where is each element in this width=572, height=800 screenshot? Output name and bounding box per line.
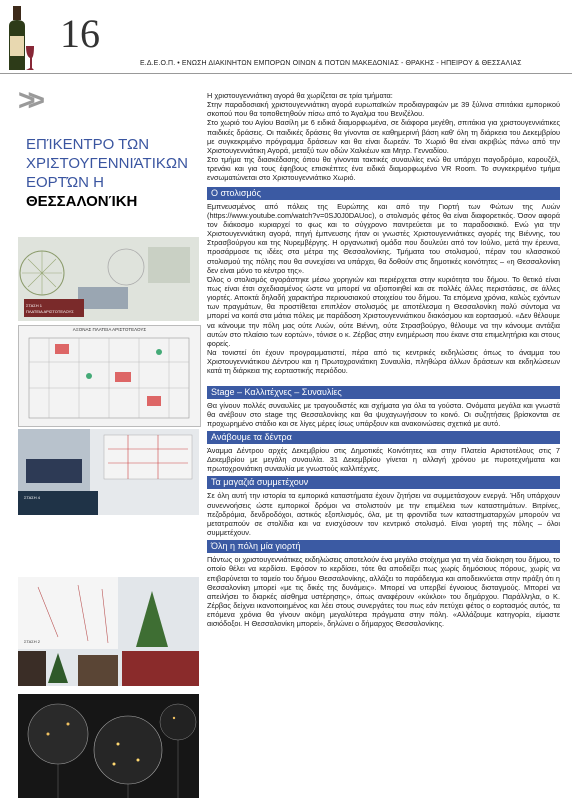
figure-stop-4 xyxy=(18,429,199,515)
figure-plan-caption: ΑΞΟΝΑΣ ΠΛΑΤΕΙΑ ΑΡΙΣΤΟΤΕΛΟΥΣ xyxy=(72,327,147,332)
section-paragraph: Θα γίνουν πολλές συναυλίες με τραγουδιστές και σχήματα για όλα τα γούστα. Ονόματα μεγάλα και γνωστά θα ανέβουν στο stage της Θεσσαλονίκης και θα ψυχαγωγήσουν το κοινό. Οι συζητήσεις βρίσκονται σε προχωρημένο στάδιο και σε λίγες μέρες ίσως υπάρξουν και ανακοινώσεις σχετικά με αυτό. xyxy=(207,400,560,428)
figure-stop-2 xyxy=(18,577,199,686)
intro-paragraph: Η χριστουγεννιάτικη αγορά θα χωρίζεται σε τρία τμήματα: xyxy=(207,91,393,100)
section-heading-city-celebration: Όλη η πόλη μία γιορτή xyxy=(207,540,560,553)
section-heading-trees: Ανάβουμε τα δέντρα xyxy=(207,431,560,444)
section-heading-shops: Τα μαγαζιά συμμετέχουν xyxy=(207,476,560,489)
intro-paragraph: Στην παραδοσιακή χριστουγεννιάτικη αγορά ευρωπαϊκών προδιαγραφών με 39 ξύλινα σπιτάκια εμπορικού σκοπού που θα τοποθετηθούν πίσω από το Άγαλμα του Βενιζέλου. xyxy=(207,100,560,119)
section-paragraph: Πάντως οι χριστουγεννιάτικες εκδηλώσεις αποτελούν ένα μεγάλο στοίχημα για τη νέα διοίκηση του δήμου, το οποίο θέλει να κερδίσει. Εφόσον το κερδίσει, τότε θα αποδείξει πως χωρίς δημόσιους πόρους, χωρίς να επιβαρύνεται το ταμείο του δήμου Θεσσαλονίκης, αλλάζει το παράδειγμα και αποδεικνύεται στην πράξη ότι η Θεσσαλονίκη μπορεί «με τις δικές της δυνάμεις». Μπορεί να υπερβεί έγνοιους δισταγμούς. Μπορεί να απειλήσει το διαρκές αίσθημα υστέρησης», όπως αναφέρουν «κύκλοι» του δημάρχου. Παράλληλα, ο Κ. Ζέρβας δείχνει ικανοποιημένος και λέει στους συνεργάτες του πως εάν πετύχει φέτος ο εορτασμός αυτός, τα επόμενα χρόνια θα γίνουν ακόμη μεγαλύτερα πράγματα στην πόλη. «Αλλάζουμε κατηγορία, είμαστε αισιόδοξοι. Η Θεσσαλονίκη μπορεί», δηλώνει ο δήμαρχος Θεσσαλονίκης. xyxy=(207,555,560,629)
section-paragraph: Να τονιστεί ότι έχουν προγραμματιστεί, πέρα από τις κεντρικές εκδηλώσεις όπως το άναμμα του Χριστουγεννιάτικου Δέντρου και η Πρωτοχρονιάτικη Συναυλία, πληθώρα άλλων δράσεων και εκδηλώσεων κατά τη διάρκεια της εορταστικής περιόδου. xyxy=(207,348,560,376)
header-divider xyxy=(0,73,572,74)
intro-paragraph: Στο χωριό του Αγίου Βασίλη με 6 ειδικά διαμορφωμένα, σε διάφορα μεγέθη, σπιτάκια για χριστουγεννιάτικες παιδικές δράσεις. Οι παιδικές δράσεις θα γίνονται σε καθημερινή βάση καθ' όλη τη διάρκεια του Δεκεμβρίου με συγκεκριμένο πρόγραμμα δράσεων και θα είναι δωρεάν. Το Χωριό θα είναι ακριβώς πάνω από την Χριστουγεννιάτικη Αγορά, μεταξύ των οδών Χαλκέων και Μητρ. Γενναδίου. xyxy=(207,118,560,155)
article-title-part1: ΕΠΊΚΕΝΤΡΟ ΤΩΝ ΧΡΙΣΤΟΥΓΕΝΝΙΆΤΙΚΩΝ ΕΟΡΤΏΝ Η xyxy=(26,136,188,191)
article-title-city: ΘΕΣΣΑΛΟΝΊΚΗ xyxy=(26,193,138,210)
figure-stop-4-caption: ΣΤΑΣΗ 4 xyxy=(24,495,40,500)
article-title xyxy=(26,135,196,211)
figure-stop-1-caption: ΣΤΑΣΗ 1 xyxy=(26,303,42,308)
intro-paragraph: Στο τμήμα της διασκέδασης όπου θα γίνονται τακτικές συναυλίες ενώ θα υπάρχει παγοδρόμιο, καρουζέλ, τρενάκι και για τους έφηβους επισκέπτες ένα ειδικά διαμορφωμένο VR Room. Το συγκεκριμένο τμήμα ενσωματώνεται στο Χριστουγεννιάτικο Χωριό. xyxy=(207,155,560,183)
article-body xyxy=(207,91,560,629)
header-title: Ε.Δ.Ε.Ο.Π. • ΕΝΩΣΗ ΔΙΑΚΙΝΗΤΩΝ ΕΜΠΟΡΩΝ ΟΙΝΩΝ & ΠΟΤΩΝ ΜΑΚΕΔΟΝΙΑΣ - ΘΡΑΚΗΣ - ΗΠΕΙΡΟΥ & ΘΕΣΣΑΛΙΑΣ xyxy=(140,60,522,67)
wine-bottle-logo xyxy=(4,6,34,72)
section-heading-decoration: Ο στολισμός xyxy=(207,187,560,200)
section-heading-stage: Stage – Καλλιτέχνες – Συναυλίες xyxy=(207,386,560,399)
figure-balloons-photo xyxy=(18,694,199,798)
section-paragraph: Άναμμα Δέντρου αρχές Δεκεμβρίου στις Δημοτικές Κοινότητες και στην Πλατεία Αριστοτέλους στις 7 Δεκεμβρίου με μεγάλη συναυλία. 31 Δεκεμβρίου γίνεται η αλλαγή χρόνου με πυροτεχνήματα και πρωτοχρονιάτικη συναυλία με γνωστούς καλλιτέχνες. xyxy=(207,446,560,474)
page-number: 16 xyxy=(60,11,100,56)
figure-stop-1 xyxy=(18,237,199,321)
figure-stop-2-caption: ΣΤΑΣΗ 2 xyxy=(24,639,40,644)
section-paragraph: Όλος ο στολισμός αγοράστηκε μέσω χορηγιών και περιέρχεται στην κυριότητα του δήμου. Το θετικό είναι πως είναι έτσι σχεδιασμένος ώστε να μπορεί να αξιοποιηθεί και σε πολλές άλλες περιστάσεις, σε άλλες γιορτές. Αποκτά δηλαδή χαρακτήρα περιουσιακού στοιχείου του δήμου. Τα επόμενα χρόνια, καλώς εχόντων των πραγμάτων, θα προστίθεται επιπλέον στολισμός με αποτέλεσμα η Θεσσαλονίκη πολύ σύντομα να μπορεί να κοιτά στα μάτια πόλεις με παράδοση Χριστουγεννιάτικου διακόσμου και εορτασμού. «Δεν θέλουμε να κάνουμε την πόλη μας ούτε Λυών, ούτε Βιέννη, ούτε Στρασβούργο, θέλουμε να την κάνουμε αντάξια αυτών στο πλαίσιο των εορτών», τόνισε ο κ. Ζέρβας στην ενημέρωση που έκανε στα επιμελητήρια και στους φορείς. xyxy=(207,274,560,348)
figure-plan-aristotelous xyxy=(18,325,201,427)
section-paragraph: Εμπνευσμένος από πόλεις της Ευρώπης και από την Γιορτή των Φώτων της Λυών (https://www.youtube.com/watch?v=0SJ0J0DAUoc), ο στολισμός φέτος θα είναι διαφορετικός. Όσον αφορά τον διάκοσμο κυριαρχεί το φως και το σύγχρονο παντρεύεται με το παραδοσιακό. Ενώ για την Χριστουγεννιάτικη αγορά, πηγή έμπνευσης ήταν οι γνωστές Χριστουγεννιάτικες αγορές της Βιέννης, του Στρασβούργου και της Νυρεμβέργης. Η οργανωτική ομάδα που δουλεύει από τον Ιούλιο, μετά την έρευνα, προσάρμοσε τις ιδέες στα μέτρα της Θεσσαλονίκης. Τμήματα του στολισμού, πέραν του κλασσικού στολισμού της πόλης που θα συνεχίσει να υπάρχει, θα δοθούν στις δημοτικές κοινότητες – «η Θεσσαλονίκη δεν είναι μόνο το κέντρο της». xyxy=(207,201,560,275)
chevron-decoration-icon: >> xyxy=(18,84,38,117)
section-paragraph: Σε όλη αυτή την ιστορία τα εμπορικά καταστήματα έχουν ζητήσει να συμμετάσχουν ενεργά. Ήδη υπάρχουν συνεννοήσεις ώστε εμπορικοί δρόμοι να στολιστούν με την επιμέλεια των καταστημάτων. Βιτρίνες, πεζοδρόμια, δενδροδόχοι, αστικός εξοπλισμός, όλα, με τη φροντίδα των καταστηματαρχών μπορούν να μετατραπούν σε στολίδια και να ενισχύσουν τον κεντρικό στολισμό. Είναι γιορτή της πόλης – όλοι συμμετέχουν. xyxy=(207,491,560,538)
figure-stop-1-sub: ΠΛΑΤΕΙΑ ΑΡΙΣΤΟΤΕΛΟΥΣ xyxy=(26,309,74,314)
